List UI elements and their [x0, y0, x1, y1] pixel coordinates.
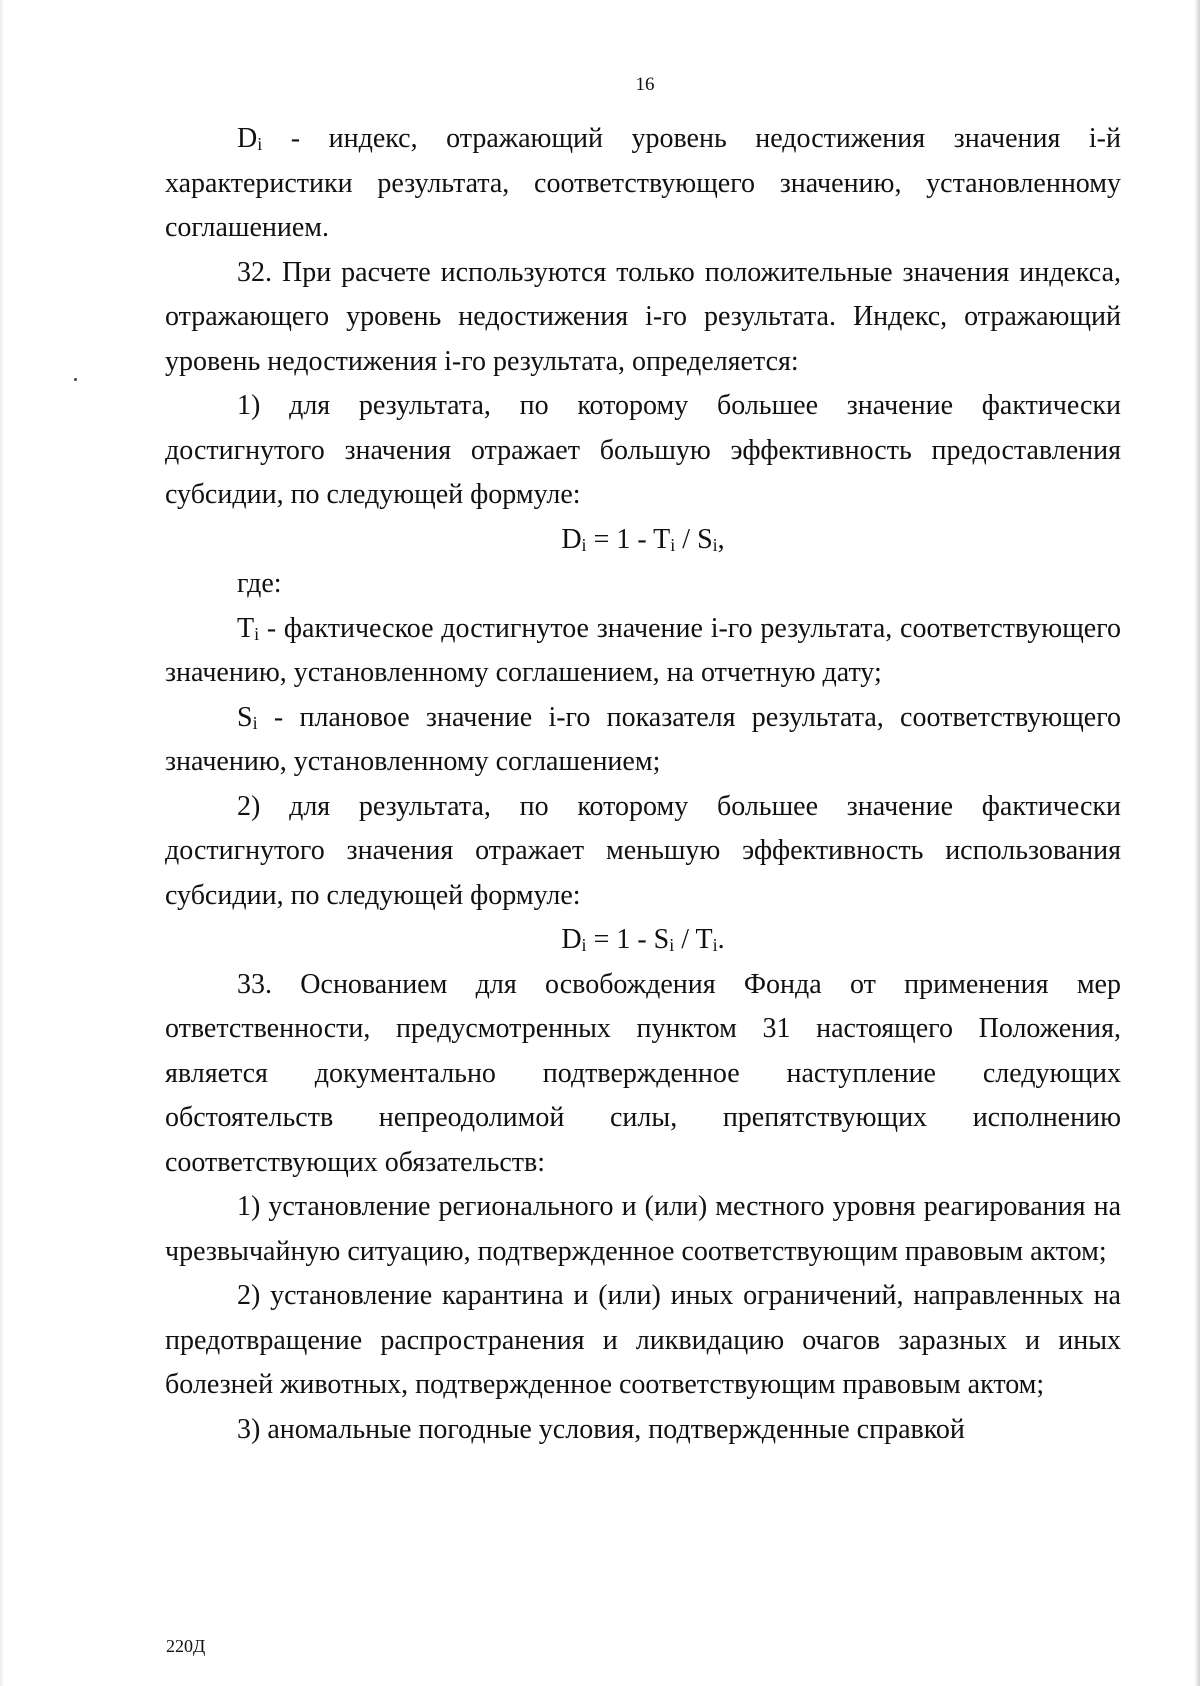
document-code: 220Д [166, 1636, 206, 1656]
paragraph-d-definition [165, 117, 1121, 251]
paragraph-s-definition: $S_i$ - плановое значение i-го показателя результата, соответствующего значению, установленному соглашением; [165, 701, 1121, 777]
paragraph-33-item-2: 2) установление карантина и (или) иных ограничений, направленных на предотвращение распространения и ликвидацию очагов заразных и иных болезней животных, подтвержденное соответствующим правовым актом; [165, 1280, 1121, 1400]
document-body [165, 117, 1121, 1452]
paragraph-32: 32. При расчете используются только положительные значения индекса, отражающего уровень недостижения i-го результата. Индекс, отражающий уровень недостижения i-го результата, определяется: [165, 256, 1121, 377]
paragraph-33-item-3: 3) аномальные погодные условия, подтвержденные справкой [237, 1413, 965, 1445]
paragraph-33: 33. Основанием для освобождения Фонда от применения мер ответственности, предусмотренных пунктом 31 настоящего Положения, является документально подтвержденное наступление следующих обстоятельств непреодолимой силы, препятствующих исполнению соответствующих обязательств: [165, 968, 1121, 1178]
paragraph-t-definition: $T_i$ - фактическое достигнутое значение i-го результата, соответствующего значению, установленному соглашением, на отчетную дату; [165, 612, 1121, 688]
formula-1: $D_i = 1 - T_i / S_i$, [561, 523, 725, 555]
paragraph-d-text: - индекс, отражающий уровень недостижения значения i-й характеристики результата, соответствующего значению, установленному соглашением. [165, 123, 1121, 243]
formula-2: $D_i = 1 - S_i / T_i$. [561, 924, 725, 955]
scan-speck [74, 378, 77, 381]
paragraph-32-item-2: 2) для результата, по которому большее значение фактически достигнутого значения отражает меньшую эффективность использования субсидии, по следующей формуле: [165, 790, 1121, 911]
paragraph-32-item-1: 1) для результата, по которому большее значение фактически достигнутого значения отражает большую эффективность предоставления субсидии, по следующей формуле: [165, 390, 1121, 510]
paragraph-where: где: [237, 568, 282, 599]
scan-edge-right [1194, 0, 1200, 1686]
page-number: 16 [635, 74, 655, 95]
var-d: D [237, 123, 258, 154]
scan-edge-left [0, 0, 4, 1686]
paragraph-33-item-1: 1) установление регионального и (или) местного уровня реагирования на чрезвычайную ситуацию, подтвержденное соответствующим правовым актом; [165, 1191, 1121, 1267]
var-d-sub: i [257, 134, 263, 154]
